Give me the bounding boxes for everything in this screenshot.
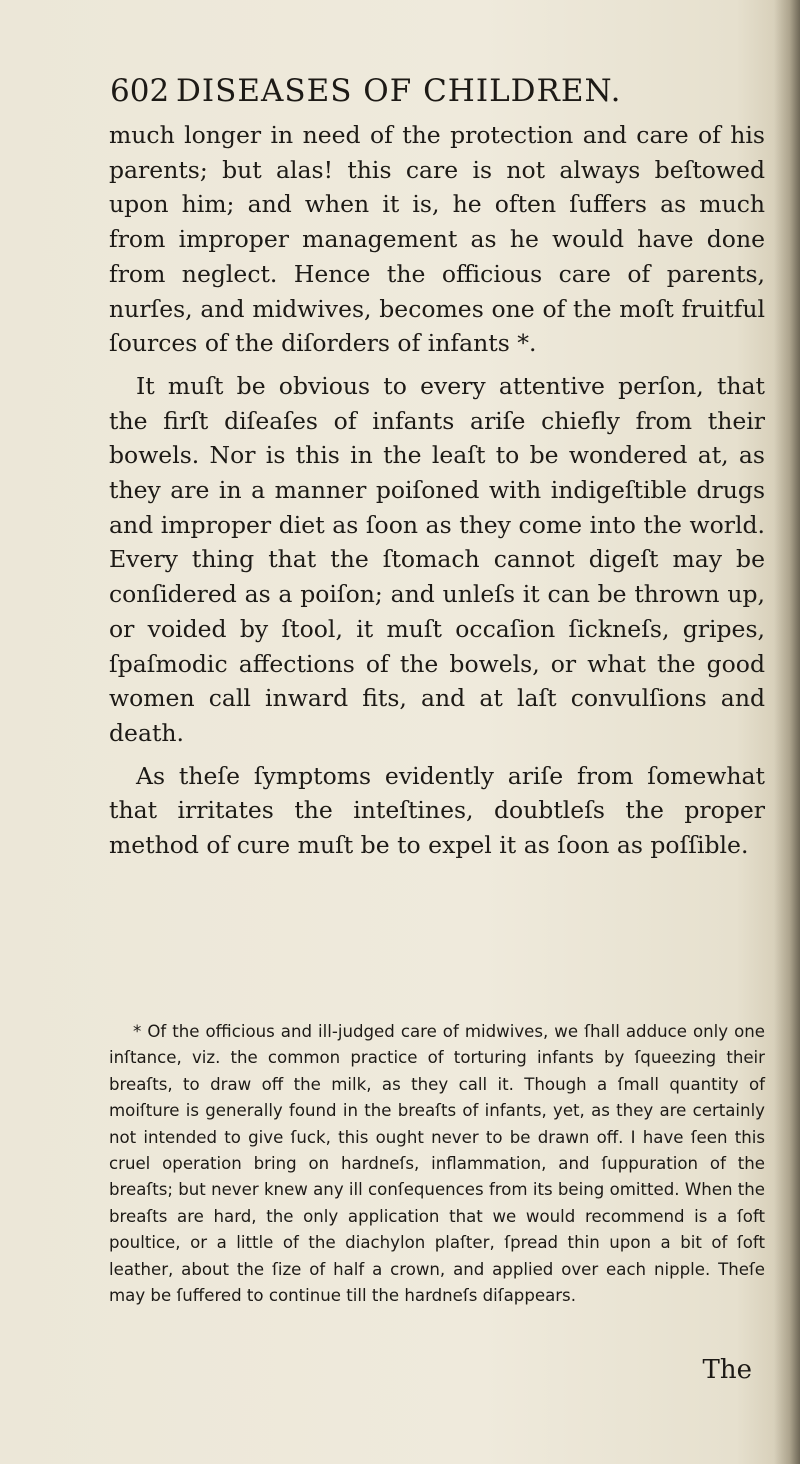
footnote: * Of the officious and ill-judged care of midwives, we ſhall adduce only one inſtance, viz. the common practice of torturing infants by ſqueezing their breaſts, to draw off the milk, as they call it. Though a ſmall quantity of moiſture is generally found in the breaſts of infants, yet, as they are certainly not intended to give ſuck, this ought never to be drawn off. I have ſeen this cruel operation bring on hardneſs, inflammation, and ſuppuration of the breaſts; but never knew any ill conſequences from its being omitted. When the breaſts are hard, the only application that we would recommend is a ſoft poultice, or a little of the diachylon plaſter, ſpread thin upon a bit of ſoft leather, about the ſize of half a crown, and applied over each nipple. Theſe may be ſuffered to continue till the hardneſs diſappears. [109,1022,765,1306]
paragraph-1: much longer in need of the protection and care of his parents; but alas! this care is not always beſtowed upon him; and when it is, he often ſuffers as much from improper management as he would have done from neglect. Hence the officious care of parents, nurſes, and midwives, becomes one of the moſt fruitful ſources of the diſorders of infants *. [109,121,765,358]
page-number: 602 [110,73,170,109]
running-head: DISEASES OF CHILDREN. [176,73,622,109]
page-header [110,66,710,116]
body-text [109,118,765,863]
paragraph-2: It muſt be obvious to every attentive perſon, that the firſt diſeaſes of infants ariſe chiefly from their bowels. Nor is this in the leaſt to be wondered at, as they are in a manner poiſoned with indigeſtible drugs and improper diet as ſoon as they come into the world. Every thing that the ſtomach cannot digeſt may be conſidered as a poiſon; and unleſs it can be thrown up, or voided by ſtool, it muſt occaſion ſickneſs, gripes, ſpaſmodic affections of the bowels, or what the good women call inward fits, and at laſt convulſions and death. [109,371,765,747]
paragraph-3: As theſe ſymptoms evidently ariſe from ſomewhat that irritates the inteſtines, doubtleſs the proper method of cure muſt be to expel it as ſoon as poſſible. [109,761,765,860]
catchword: The [702,1355,752,1385]
page-gutter-shadow [774,0,800,1464]
